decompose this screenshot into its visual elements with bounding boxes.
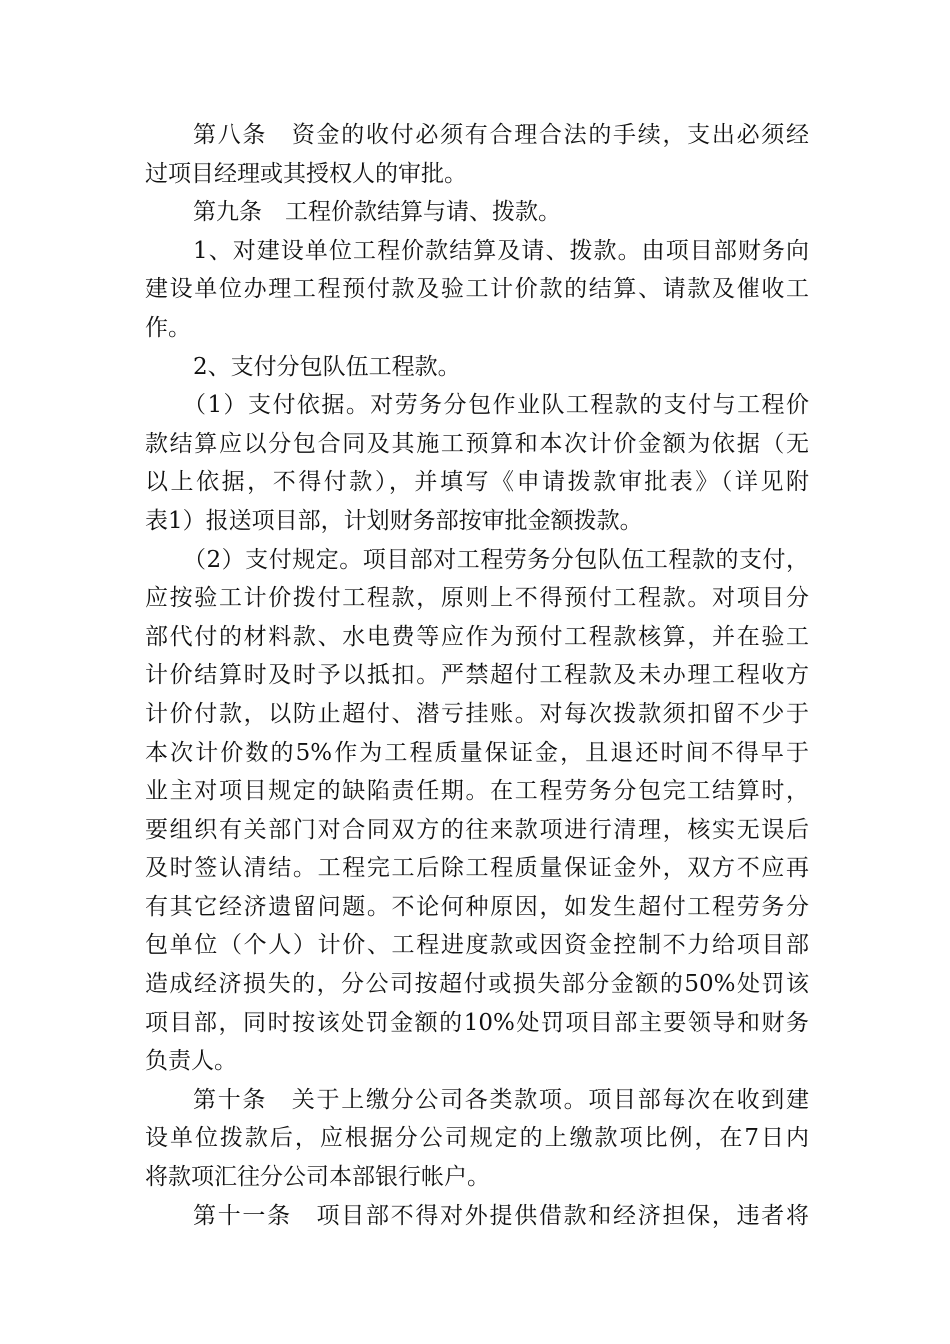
sub-item-1-line-2: 款结算应以分包合同及其施工预算和本次计价金额为依据（无 bbox=[145, 430, 809, 457]
sub-item-2-line-6: 本次计价数的5%作为工程质量保证金，且退还时间不得早于 bbox=[145, 739, 809, 766]
sub-item-2-line-12: 造成经济损失的，分公司按超付或损失部分金额的50%处罚该 bbox=[145, 971, 809, 998]
article-9-heading: 第九条 工程价款结算与请、拨款。 bbox=[193, 199, 561, 226]
sub-item-1-line-3: 以上依据，不得付款），并填写《申请拨款审批表》（详见附 bbox=[145, 469, 809, 496]
article-10-line-1: 第十条 关于上缴分公司各类款项。项目部每次在收到建 bbox=[193, 1086, 809, 1113]
item-1-line-1: 1、对建设单位工程价款结算及请、拨款。由项目部财务向 bbox=[193, 237, 809, 264]
sub-item-2-line-10: 有其它经济遗留问题。不论何种原因，如发生超付工程劳务分 bbox=[145, 893, 809, 920]
sub-item-2-line-1: （2）支付规定。项目部对工程劳务分包队伍工程款的支付， bbox=[183, 546, 809, 573]
sub-item-1-line-1: （1）支付依据。对劳务分包作业队工程款的支付与工程价 bbox=[183, 392, 809, 419]
sub-item-2-line-9: 及时签认清结。工程完工后除工程质量保证金外，双方不应再 bbox=[145, 855, 809, 882]
sub-item-2-line-8: 要组织有关部门对合同双方的往来款项进行清理，核实无误后 bbox=[145, 816, 809, 843]
sub-item-2-line-2: 应按验工计价拨付工程款，原则上不得预付工程款。对项目分 bbox=[145, 585, 809, 612]
sub-item-2-line-7: 业主对项目规定的缺陷责任期。在工程劳务分包完工结算时， bbox=[145, 778, 809, 805]
article-10-line-3: 将款项汇往分公司本部银行帐户。 bbox=[145, 1164, 490, 1191]
article-10-line-2: 设单位拨款后，应根据分公司规定的上缴款项比例，在7日内 bbox=[145, 1125, 809, 1152]
item-1-line-2: 建设单位办理工程预付款及验工计价款的结算、请款及催收工 bbox=[145, 276, 809, 303]
article-8-line-2: 过项目经理或其授权人的审批。 bbox=[145, 160, 467, 187]
sub-item-2-line-11: 包单位（个人）计价、工程进度款或因资金控制不力给项目部 bbox=[145, 932, 809, 959]
sub-item-2-line-14: 负责人。 bbox=[145, 1048, 237, 1075]
sub-item-2-line-4: 计价结算时及时予以抵扣。严禁超付工程款及未办理工程收方 bbox=[145, 662, 809, 689]
sub-item-2-line-3: 部代付的材料款、水电费等应作为预付工程款核算，并在验工 bbox=[145, 623, 809, 650]
article-8-line-1: 第八条 资金的收付必须有合理合法的手续，支出必须经 bbox=[193, 122, 809, 148]
sub-item-2-line-5: 计价付款，以防止超付、潜亏挂账。对每次拨款须扣留不少于 bbox=[145, 700, 809, 727]
document-body bbox=[145, 116, 809, 1235]
item-2-heading: 2、支付分包队伍工程款。 bbox=[193, 353, 461, 380]
article-11-line-1: 第十一条 项目部不得对外提供借款和经济担保，违者将 bbox=[193, 1202, 809, 1229]
sub-item-1-line-4: 表1）报送项目部，计划财务部按审批金额拨款。 bbox=[145, 507, 643, 534]
sub-item-2-line-13: 项目部，同时按该处罚金额的10%处罚项目部主要领导和财务 bbox=[145, 1009, 809, 1036]
item-1-line-3: 作。 bbox=[145, 314, 191, 341]
